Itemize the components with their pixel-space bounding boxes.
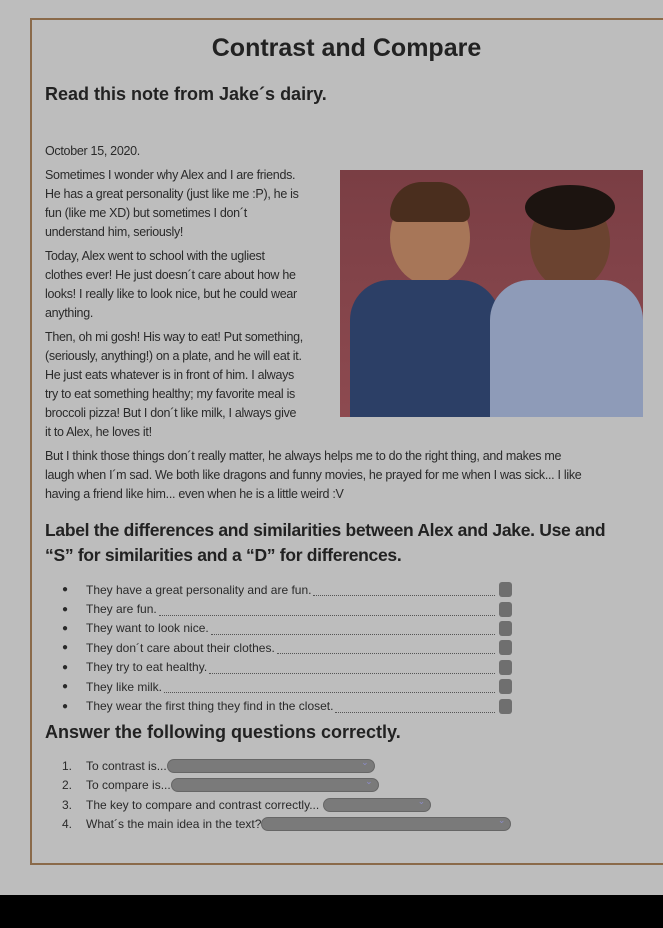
answer-box[interactable] <box>499 602 512 617</box>
answer-dropdown-1[interactable] <box>167 756 375 773</box>
list-item: ● They don´t care about their clothes. <box>62 638 512 657</box>
note-paragraph-3: Then, oh mi gosh! His way to eat! Put something, (seriously, anything!) on a plate, and he will eat it. He just eats whatever is in front of him. I always try to eat something healthy; my favorite meal is broccoli pizza! But I don´t like milk, I always give it to Alex, he loves it! <box>45 330 303 439</box>
list-item: ● They have a great personality and are fun. <box>62 580 512 599</box>
intro-heading: Read this note from Jake´s dairy. <box>45 84 327 104</box>
note-paragraph-1: Sometimes I wonder why Alex and I are friends. He has a great personality (just like me :P), he is fun (like me XD) but sometimes I don´t understand him, seriously! <box>45 168 299 239</box>
list-item: ● They wear the first thing they find in the closet. <box>62 696 512 715</box>
list-item: ● They are fun. <box>62 599 512 618</box>
question-2: 2. To compare is... ⌄ <box>62 776 511 796</box>
list-item: ● They like milk. <box>62 677 512 696</box>
answer-box[interactable] <box>499 679 512 694</box>
note-date: October 15, 2020. <box>45 144 140 158</box>
chevron-down-icon: ⌄ <box>497 815 506 826</box>
answer-box[interactable] <box>499 640 512 655</box>
question-3: 3. The key to compare and contrast correctly... ⌄ <box>62 795 511 815</box>
answer-box[interactable] <box>499 582 512 597</box>
diary-note <box>45 142 581 504</box>
note-paragraph-4: But I think those things don´t really matter, he always helps me to do the right thing, and makes me laugh when I´m sad. We both like dragons and funny movies, he prayed for me when I was sick... I like having a friend like him... even when he is a little weird :V <box>45 449 582 501</box>
chevron-down-icon: ⌄ <box>417 795 426 806</box>
question-1: 1. To contrast is... ⌄ <box>62 756 511 776</box>
answer-dropdown-4[interactable] <box>261 817 511 831</box>
chevron-down-icon: ⌄ <box>365 776 373 787</box>
page-title: Contrast and Compare <box>211 34 482 62</box>
list-item: ● They try to eat healthy. <box>62 658 512 677</box>
answer-box[interactable] <box>499 699 512 714</box>
question-4: 4. What´s the main idea in the text? ⌄ <box>62 815 511 835</box>
label-instructions: Label the differences and similarities between Alex and Jake. Use and “S” for similarities and a “D” for differences. <box>45 520 606 565</box>
answer-box[interactable] <box>499 621 512 636</box>
questions-heading: Answer the following questions correctly. <box>45 722 401 742</box>
chevron-down-icon: ⌄ <box>361 756 369 767</box>
answer-box[interactable] <box>499 660 512 675</box>
label-list <box>62 580 512 716</box>
answer-dropdown-2[interactable] <box>171 778 379 792</box>
questions-list <box>62 756 511 834</box>
answer-dropdown-3[interactable] <box>323 795 431 812</box>
list-item: ● They want to look nice. <box>62 619 512 638</box>
note-paragraph-2: Today, Alex went to school with the ugliest clothes ever! He just doesn´t care about how he looks! I really like to look nice, but he could wear anything. <box>45 249 297 320</box>
